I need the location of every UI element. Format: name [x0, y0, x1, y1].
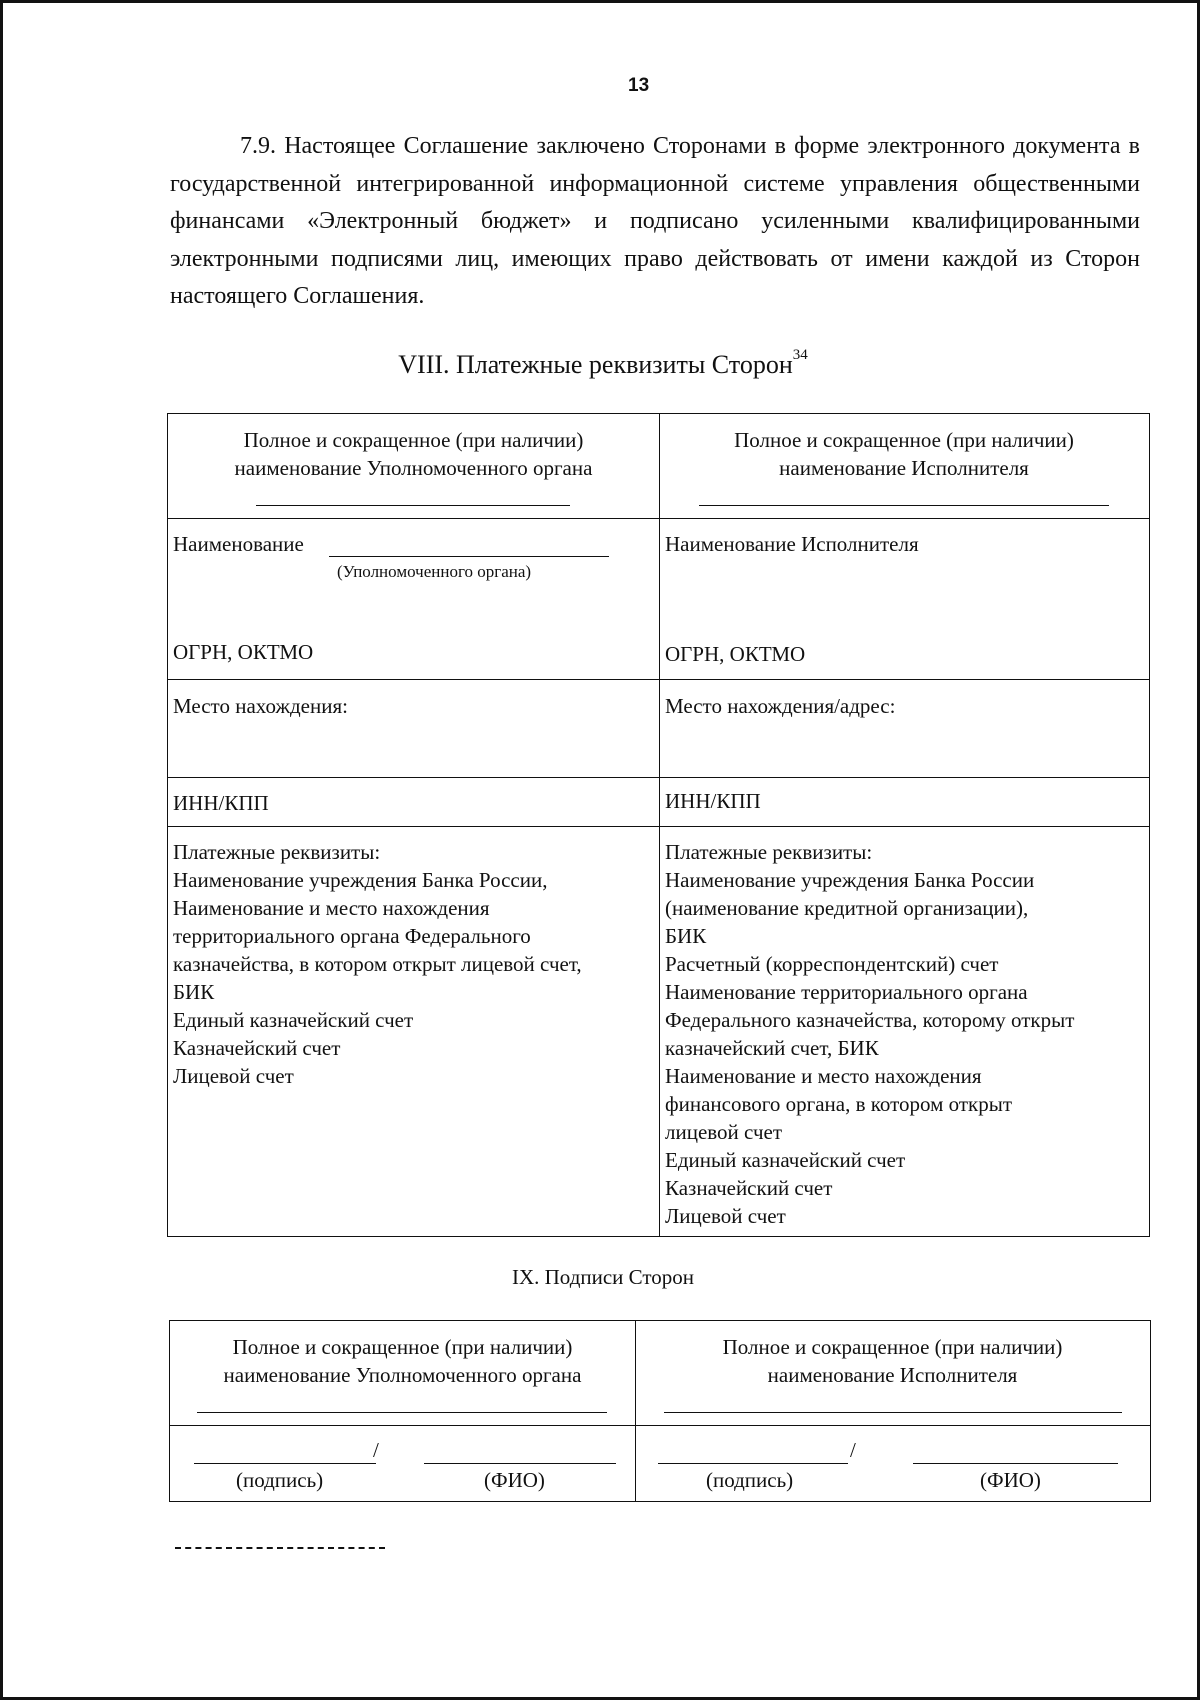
- row-divider: [168, 826, 1149, 827]
- right-payment-line: Расчетный (корреспондентский) счет: [665, 952, 999, 976]
- right-payment-line: Платежные реквизиты:: [665, 840, 873, 864]
- section-9-title: IX. Подписи Сторон: [511, 1265, 695, 1289]
- row-divider: [168, 679, 1149, 680]
- right-header: [659, 426, 1149, 482]
- paragraph-7-9: 7.9. Настоящее Соглашение заключено Сторонами в форме электронного документа в государственной интегрированной информационной системе управления общественными финансами «Электронный бюджет» и подписано усиленными квалифицированными электронными подписями лиц, имеющих право действовать от имени каждой из Сторон настоящего Соглашения.: [170, 133, 1140, 309]
- left-header-underline: [256, 505, 570, 506]
- right-payment-line: финансового органа, в котором открыт: [665, 1092, 1013, 1116]
- signatures-table: [169, 1320, 1151, 1502]
- footnote-separator: [175, 1547, 385, 1549]
- row-divider: [168, 777, 1149, 778]
- left-name-underline: [329, 556, 609, 557]
- page-number: 13: [628, 75, 650, 96]
- sig-left-header-line2: наименование Уполномоченного органа: [223, 1363, 582, 1387]
- right-payment-line: Наименование учреждения Банка России: [665, 868, 1035, 892]
- right-signature-caption: (подпись): [706, 1468, 794, 1492]
- row-divider: [170, 1425, 1150, 1426]
- left-header-line2: наименование Уполномоченного органа: [234, 456, 593, 480]
- left-payment-line: Платежные реквизиты:: [173, 840, 381, 864]
- left-payment-details: [173, 838, 657, 1090]
- left-slash: /: [373, 1438, 379, 1462]
- right-payment-line: Наименование территориального органа: [665, 980, 1028, 1004]
- left-header-line1: Полное и сокращенное (при наличии): [243, 428, 584, 452]
- left-signature-caption: (подпись): [236, 1468, 324, 1492]
- right-payment-line: БИК: [665, 924, 707, 948]
- left-fio-caption: (ФИО): [484, 1468, 545, 1492]
- left-payment-line: казначейства, в котором открыт лицевой счет,: [173, 952, 582, 976]
- column-divider: [659, 414, 660, 1236]
- left-inn-kpp: ИНН/КПП: [173, 791, 269, 815]
- right-payment-line: казначейский счет, БИК: [665, 1036, 879, 1060]
- right-fio-caption: (ФИО): [980, 1468, 1041, 1492]
- left-payment-line: территориального органа Федерального: [173, 924, 531, 948]
- left-payment-line: Единый казначейский счет: [173, 1008, 414, 1032]
- sig-left-header: [170, 1333, 635, 1389]
- footnote-mark: 34: [792, 347, 808, 364]
- section-8-heading: [3, 347, 1200, 380]
- left-name-caption: (Уполномоченного органа): [337, 562, 532, 581]
- row-divider: [168, 518, 1149, 519]
- right-inn-kpp: ИНН/КПП: [665, 789, 761, 813]
- sig-left-header-underline: [197, 1412, 607, 1413]
- right-header-line1: Полное и сокращенное (при наличии): [734, 428, 1074, 452]
- right-fio-line: [913, 1463, 1118, 1464]
- sig-right-header-underline: [664, 1412, 1122, 1413]
- left-payment-line: БИК: [173, 980, 215, 1004]
- left-payment-line: Наименование учреждения Банка России,: [173, 868, 548, 892]
- sig-left-header-line1: Полное и сокращенное (при наличии): [232, 1335, 573, 1359]
- right-name-label: Наименование Исполнителя: [665, 532, 919, 556]
- left-payment-line: Наименование и место нахождения: [173, 896, 490, 920]
- right-ogrn: ОГРН, ОКТМО: [665, 642, 806, 666]
- right-payment-line: лицевой счет: [665, 1120, 782, 1144]
- left-payment-line: Казначейский счет: [173, 1036, 341, 1060]
- right-slash: /: [850, 1438, 856, 1462]
- right-payment-line: Казначейский счет: [665, 1176, 833, 1200]
- right-payment-line: Единый казначейский счет: [665, 1148, 906, 1172]
- right-header-line2: наименование Исполнителя: [779, 456, 1029, 480]
- section-8-title: VIII. Платежные реквизиты Сторон: [398, 350, 793, 379]
- left-location: Место нахождения:: [173, 694, 348, 718]
- right-payment-line: Федерального казначейства, которому открыт: [665, 1008, 1075, 1032]
- left-name-label: Наименование: [173, 532, 304, 556]
- right-payment-line: (наименование кредитной организации),: [665, 896, 1029, 920]
- right-payment-details: [665, 838, 1149, 1230]
- left-signature-line: [194, 1463, 376, 1464]
- left-ogrn: ОГРН, ОКТМО: [173, 640, 314, 664]
- right-signature-line: [658, 1463, 848, 1464]
- left-header: [168, 426, 659, 482]
- sig-right-header-line1: Полное и сокращенное (при наличии): [722, 1335, 1063, 1359]
- right-payment-line: Наименование и место нахождения: [665, 1064, 982, 1088]
- left-fio-line: [424, 1463, 616, 1464]
- payment-details-table: [167, 413, 1150, 1237]
- sig-right-header: [635, 1333, 1150, 1389]
- sig-right-header-line2: наименование Исполнителя: [767, 1363, 1018, 1387]
- right-header-underline: [699, 505, 1109, 506]
- left-payment-line: Лицевой счет: [173, 1064, 294, 1088]
- right-payment-line: Лицевой счет: [665, 1204, 786, 1228]
- right-location: Место нахождения/адрес:: [665, 694, 896, 718]
